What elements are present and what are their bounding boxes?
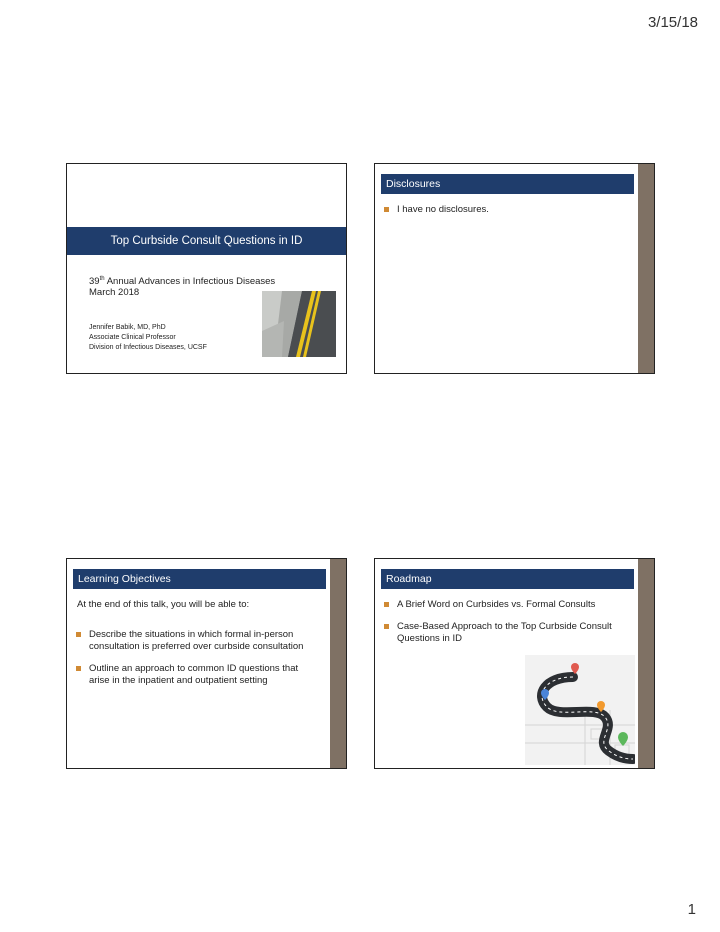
event-name: 39th Annual Advances in Infectious Diseases (89, 276, 276, 288)
presentation-title: Top Curbside Consult Questions in ID (67, 227, 346, 255)
bullet-item: Outline an approach to common ID questions that arise in the inpatient and outpatient setting (75, 663, 320, 687)
side-accent-bar (330, 559, 346, 768)
bullet-list (383, 204, 628, 226)
presenter-name: Jennifer Babik, MD, PhD (89, 324, 166, 331)
bullet-item: A Brief Word on Curbsides vs. Formal Consults (383, 599, 628, 611)
slide-disclosures (374, 163, 655, 374)
page-date: 3/15/18 (647, 14, 698, 31)
bullet-item: Case-Based Approach to the Top Curbside Consult Questions in ID (383, 621, 628, 645)
slide-header: Roadmap (381, 569, 634, 589)
intro-text: At the end of this talk, you will be able to: (77, 599, 250, 610)
slide-title (66, 163, 347, 374)
bullet-item: Describe the situations in which formal in-person consultation is preferred over curbside consultation (75, 629, 320, 653)
slide-header: Learning Objectives (73, 569, 326, 589)
side-accent-bar (638, 559, 654, 768)
bullet-list (75, 629, 320, 697)
slide-header: Disclosures (381, 174, 634, 194)
presenter-info (89, 323, 207, 353)
slide-roadmap (374, 558, 655, 769)
event-date: March 2018 (89, 287, 140, 298)
slide-learning-objectives (66, 558, 347, 769)
presenter-division: Division of Infectious Diseases, UCSF (89, 344, 207, 351)
bullet-item: I have no disclosures. (383, 204, 628, 216)
page-number: 1 (687, 901, 696, 918)
curb-photo (262, 291, 336, 357)
bullet-list (383, 599, 628, 655)
side-accent-bar (638, 164, 654, 373)
winding-road-map (525, 655, 635, 765)
presenter-title: Associate Clinical Professor (89, 334, 176, 341)
